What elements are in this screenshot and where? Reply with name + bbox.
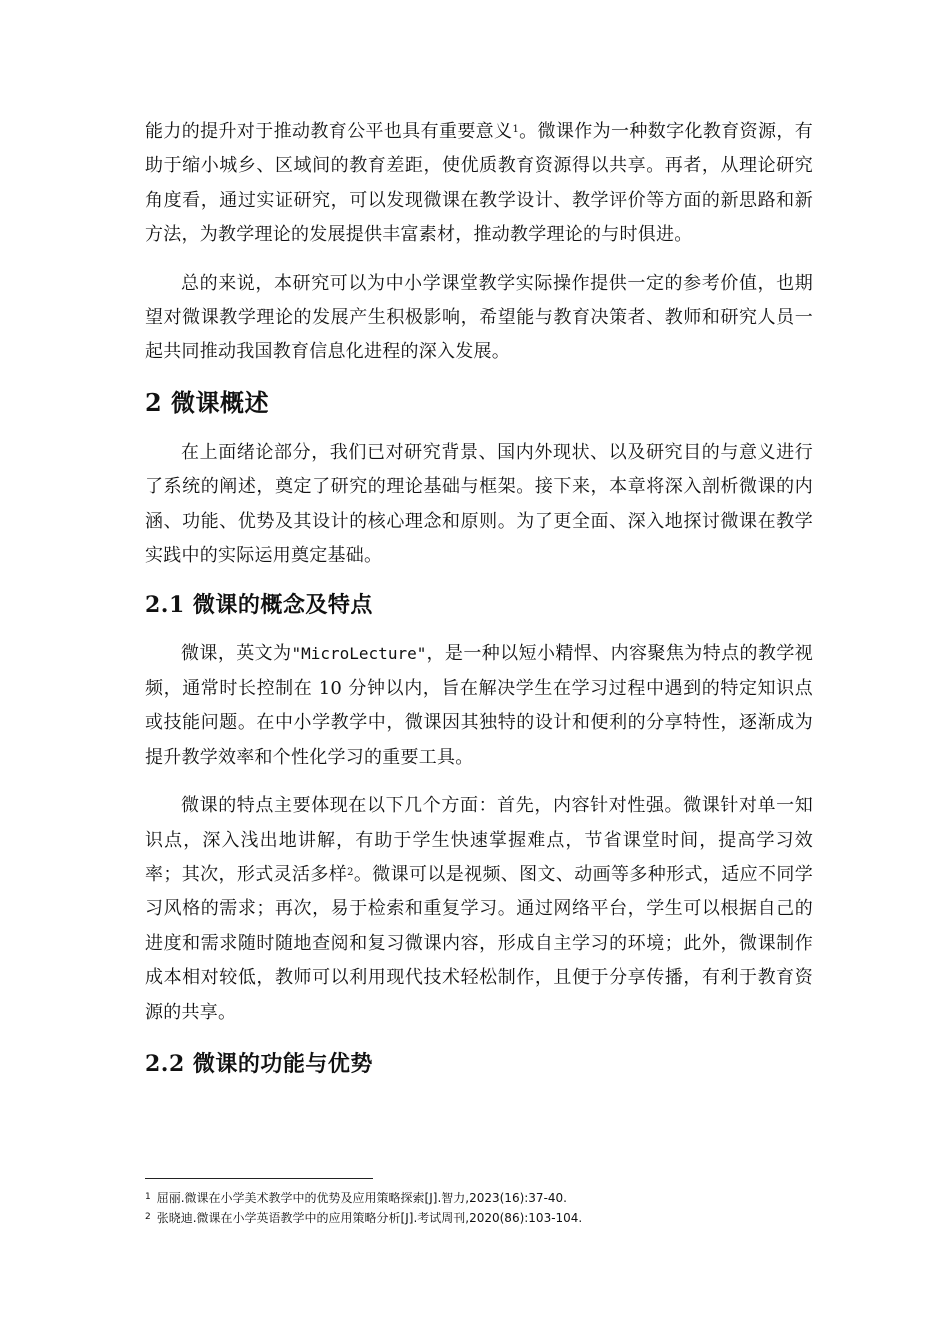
english-term: "MicroLecture" bbox=[291, 644, 427, 664]
footnote-text: 屈丽.微课在小学美术教学中的优势及应用策略探索[J].智力,2023(16):37-40. bbox=[156, 1191, 567, 1205]
footnote-ref-1[interactable]: 1 bbox=[512, 124, 520, 135]
footnote-separator bbox=[145, 1178, 373, 1179]
footnote-item bbox=[145, 1188, 825, 1208]
paragraph-text: ，是一种以短小精悍、内容聚焦为特点的教学视频，通常时长控制在 10 分钟以内，旨在解决学生在学习过程中遇到的特定知识点或技能问题。在中小学教学中，微课因其独特的设计和便利的分享特性，逐渐成为提升教学效率和个性化学习的重要工具。 bbox=[145, 643, 814, 768]
paragraph-text: 。微课作为一种数字化教育资源，有助于缩小城乡、区域间的教育差距，使优质教育资源得以共享。再者，从理论研究角度看，通过实证研究，可以发现微课在教学设计、教学评价等方面的新思路和新方法，为教学理论的发展提供丰富素材，推动教学理论的与时俱进。 bbox=[145, 121, 814, 246]
footnote-number: 1 bbox=[145, 1192, 151, 1202]
paragraph-education-equity bbox=[145, 115, 813, 253]
section-gap bbox=[145, 420, 813, 436]
page-body bbox=[145, 115, 813, 1080]
paragraph-text: 微课，英文为 bbox=[181, 643, 292, 665]
footnote-ref-2[interactable]: 2 bbox=[347, 866, 354, 878]
section-gap bbox=[145, 370, 813, 386]
footnote-number: 2 bbox=[145, 1212, 151, 1222]
paragraph-summary: 总的来说，本研究可以为中小学课堂教学实际操作提供一定的参考价值，也期望对微课教学理论的发展产生积极影响，希望能与教育决策者、教师和研究人员一起共同推动我国教育信息化进程的深入发展。 bbox=[145, 272, 813, 363]
footnote-item bbox=[145, 1208, 825, 1228]
paragraph-text: 。微课可以是视频、图文、动画等多种形式，适应不同学习风格的需求；再次，易于检索和重复学习。通过网络平台，学生可以根据自己的进度和需求随时随地查阅和复习微课内容，形成自主学习的环境；此外，微课制作成本相对较低，教师可以利用现代技术轻松制作，且便于分享传播，有利于教育资源的共享。 bbox=[145, 863, 814, 1023]
section-heading-2-2: 2.2 微课的功能与优势 bbox=[145, 1050, 373, 1077]
section-gap bbox=[145, 621, 813, 637]
paragraph-gap bbox=[145, 253, 813, 267]
paragraph-text: 微课的特点主要体现在以下几个方面：首先，内容针对性强。微课针对单一知识点，深入浅出地讲解，有助于学生快速掌握难点，节省课堂时间，提高学习效率；其次，形式灵活多样 bbox=[145, 795, 813, 885]
section-heading-2-1: 2.1 微课的概念及特点 bbox=[145, 592, 373, 619]
paragraph-chapter-intro: 在上面绪论部分，我们已对研究背景、国内外现状、以及研究目的与意义进行了系统的阐述，奠定了研究的理论基础与框架。接下来，本章将深入剖析微课的内涵、功能、优势及其设计的核心理念和原则。为了更全面、深入地探讨微课在教学实践中的实际运用奠定基础。 bbox=[145, 441, 813, 567]
paragraph-text: 能力的提升对于推动教育公平也具有重要意义 bbox=[145, 121, 513, 142]
paragraph-microlecture-definition bbox=[145, 637, 813, 775]
section-gap bbox=[145, 1030, 813, 1048]
paragraph-microlecture-features bbox=[145, 789, 813, 1030]
paragraph-gap bbox=[145, 775, 813, 789]
footnote-text: 张晓迪.微课在小学英语教学中的应用策略分析[J].考试周刊,2020(86):103-104. bbox=[156, 1211, 583, 1225]
section-gap bbox=[145, 573, 813, 589]
section-heading-2: 2 微课概述 bbox=[145, 387, 270, 417]
footnotes bbox=[145, 1188, 825, 1228]
